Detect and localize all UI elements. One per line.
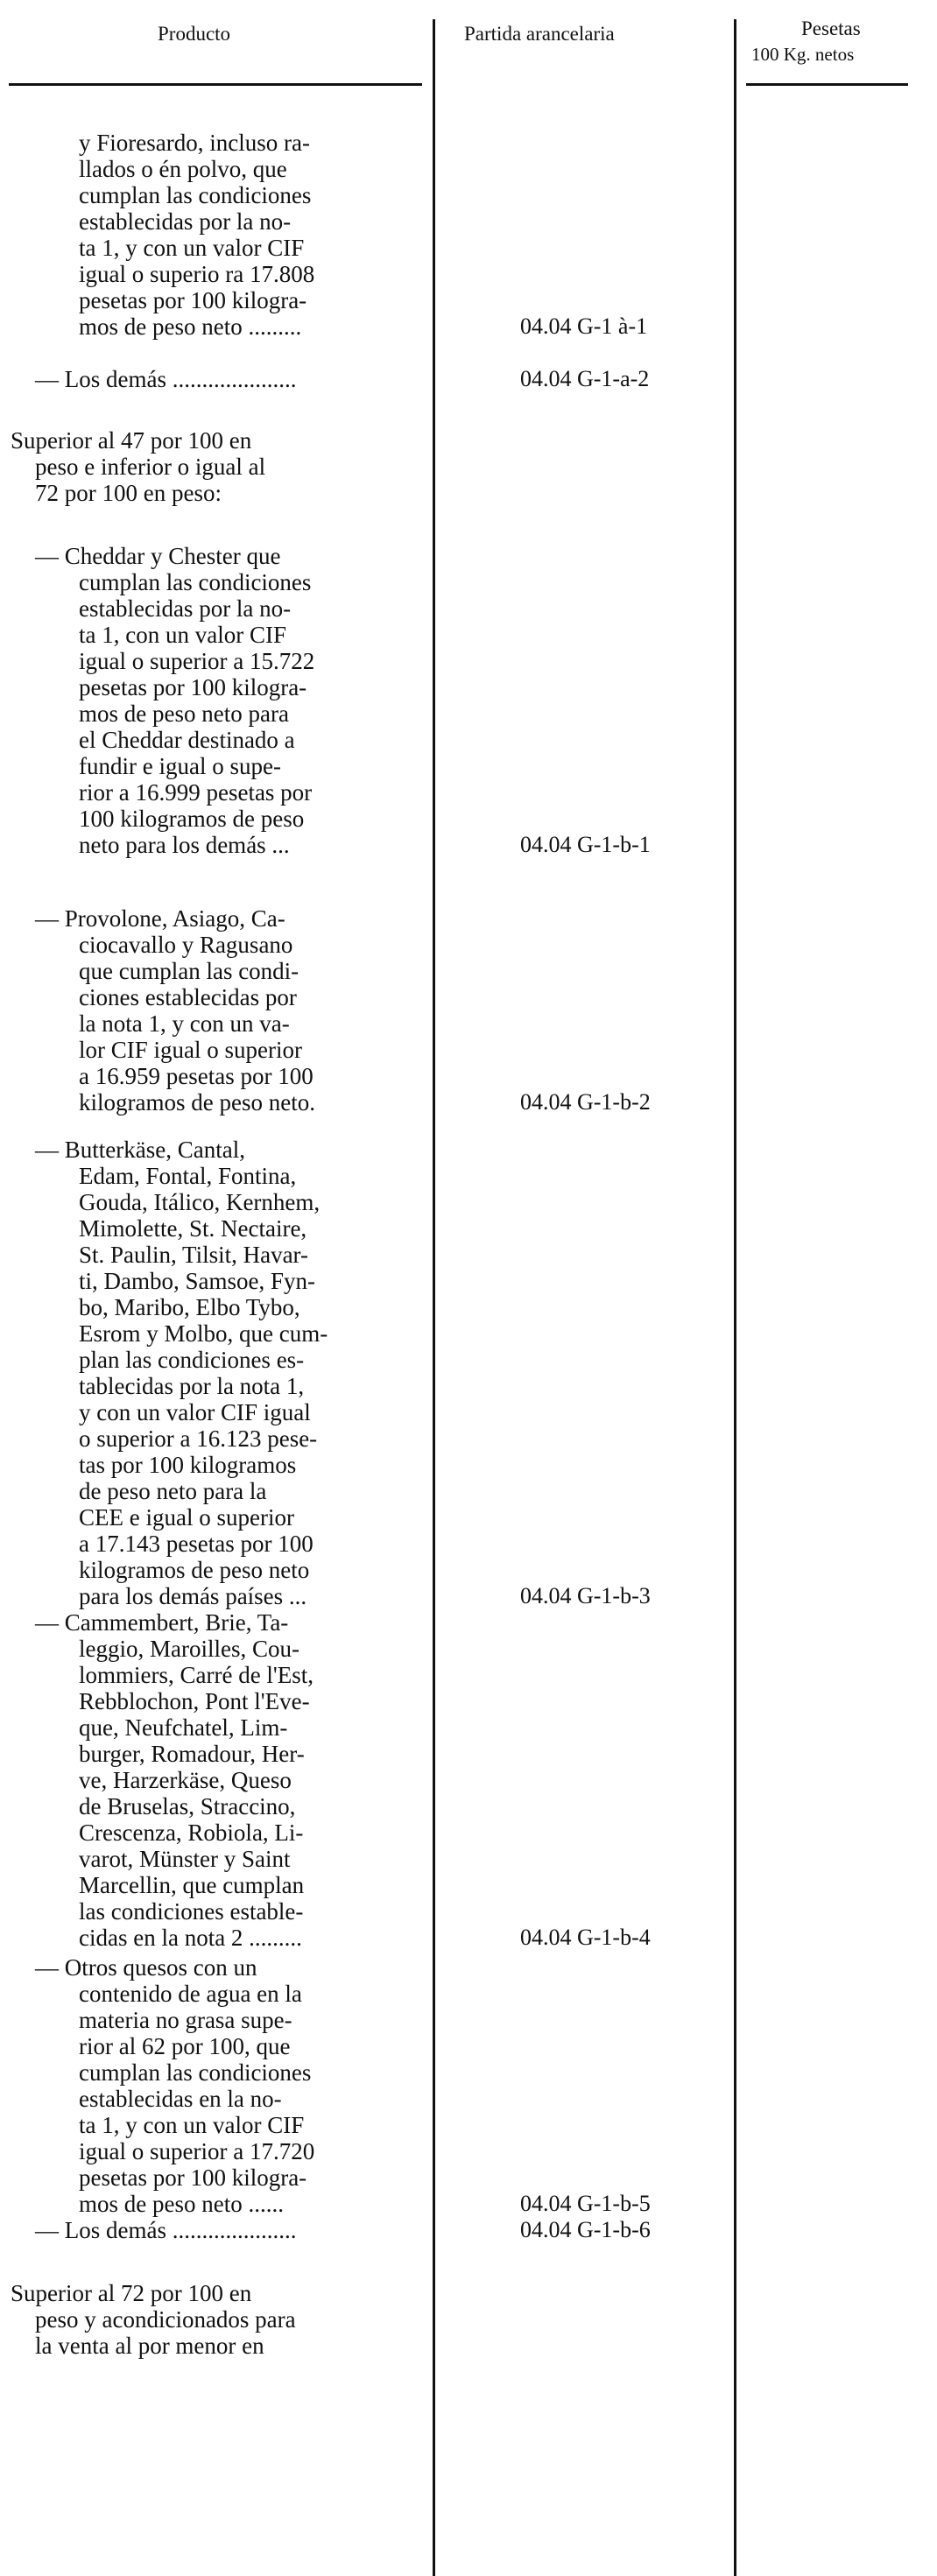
entry-text-line: establecidas por la no- <box>79 208 292 235</box>
entry-text-line: kilogramos de peso neto <box>79 1557 310 1583</box>
entry-text-line: el Cheddar destinado a <box>79 727 295 753</box>
entry-text-line: y con un valor CIF igual <box>79 1399 311 1425</box>
entry-text-line: pesetas por 100 kilogra- <box>79 674 307 700</box>
entry-text-line: mos de peso neto para <box>79 700 289 727</box>
entry-text-line: mos de peso neto ...... <box>79 2191 284 2217</box>
entry-text-line: mos de peso neto ......... <box>79 313 302 340</box>
entry-text-line: cumplan las condiciones <box>79 182 312 208</box>
entry-text-line: Superior al 47 por 100 en <box>11 427 252 454</box>
entry-text-line: rior al 62 por 100, que <box>79 2033 291 2059</box>
entry-text-line: CEE e igual o superior <box>79 1504 294 1531</box>
header-producto: Producto <box>158 23 231 45</box>
entry-text-line: para los demás países ... <box>79 1583 307 1609</box>
header-underline-pesetas <box>746 83 908 86</box>
entry-text-line: — Los demás ..................... <box>35 2217 297 2243</box>
entry-text-line: a 17.143 pesetas por 100 <box>79 1531 314 1557</box>
entry-text-line: peso y acondicionados para <box>35 2306 296 2333</box>
entry-text-line: neto para los demás ... <box>79 832 290 858</box>
entry-text-line: establecidas en la no- <box>79 2086 282 2112</box>
entry-text-line: o superior a 16.123 pese- <box>79 1425 318 1452</box>
entry-text-line: Superior al 72 por 100 en <box>11 2280 252 2306</box>
entry-text-line: cumplan las condiciones <box>79 2059 312 2086</box>
entry-text-line: igual o superior a 15.722 <box>79 648 315 674</box>
entry-text-line: ciocavallo y Ragusano <box>79 932 293 958</box>
entry-text-line: Crescenza, Robiola, Li- <box>79 1819 304 1846</box>
entry-text-line: contenido de agua en la <box>79 1981 302 2007</box>
entry-text-line: tas por 100 kilogramos <box>79 1452 297 1478</box>
entry-text-line: y Fioresardo, incluso ra- <box>79 130 310 156</box>
partida-arancelaria-code: 04.04 G-1-b-1 <box>520 832 651 857</box>
partida-arancelaria-code: 04.04 G-1-a-2 <box>520 366 650 391</box>
entry-text-line: — Butterkäse, Cantal, <box>35 1137 245 1163</box>
entry-text-line: igual o superior a 17.720 <box>79 2138 315 2164</box>
partida-arancelaria-code: 04.04 G-1-b-3 <box>520 1583 651 1608</box>
entry-text-line: Mimolette, St. Nectaire, <box>79 1215 307 1242</box>
entry-text-line: ti, Dambo, Samsoe, Fyn- <box>79 1268 315 1294</box>
entry-text-line: — Los demás ..................... <box>35 366 297 392</box>
header-underline-producto <box>9 83 422 86</box>
entry-text-line: llados o én polvo, que <box>79 156 287 182</box>
entry-text-line: bo, Maribo, Elbo Tybo, <box>79 1294 300 1320</box>
entry-text-line: Esrom y Molbo, que cum- <box>79 1320 328 1347</box>
entry-text-line: igual o superio ra 17.808 <box>79 261 315 287</box>
partida-arancelaria-code: 04.04 G-1-b-4 <box>520 1925 651 1950</box>
entry-text-line: a 16.959 pesetas por 100 <box>79 1063 314 1089</box>
entry-text-line: las condiciones estable- <box>79 1898 304 1925</box>
column-divider-right <box>734 19 736 2576</box>
entry-text-line: St. Paulin, Tilsit, Havar- <box>79 1242 308 1268</box>
entry-text-line: Marcellin, que cumplan <box>79 1872 305 1898</box>
entry-text-line: leggio, Maroilles, Cou- <box>79 1636 299 1662</box>
entry-text-line: lommiers, Carré de l'Est, <box>79 1662 314 1688</box>
partida-arancelaria-code: 04.04 G-1-b-5 <box>520 2191 651 2216</box>
entry-text-line: ve, Harzerkäse, Queso <box>79 1767 292 1793</box>
entry-text-line: varot, Münster y Saint <box>79 1846 291 1872</box>
entry-text-line: ta 1, y con un valor CIF <box>79 235 305 261</box>
entry-text-line: ta 1, y con un valor CIF <box>79 2112 305 2138</box>
entry-text-line: fundir e igual o supe- <box>79 753 281 779</box>
entry-text-line: Rebblochon, Pont l'Eve- <box>79 1688 310 1714</box>
entry-text-line: — Otros quesos con un <box>35 1954 257 1981</box>
partida-arancelaria-code: 04.04 G-1-b-2 <box>520 1089 651 1115</box>
entry-text-line: peso e inferior o igual al <box>35 454 266 480</box>
entry-text-line: Edam, Fontal, Fontina, <box>79 1163 297 1189</box>
entry-text-line: rior a 16.999 pesetas por <box>79 779 313 806</box>
entry-text-line: 100 kilogramos de peso <box>79 806 305 832</box>
entry-text-line: tablecidas por la nota 1, <box>79 1373 305 1399</box>
entry-text-line: — Provolone, Asiago, Ca- <box>35 905 285 932</box>
entry-text-line: que cumplan las condi- <box>79 958 299 984</box>
entry-text-line: Gouda, Itálico, Kernhem, <box>79 1189 321 1215</box>
entry-text-line: que, Neufchatel, Lim- <box>79 1714 288 1741</box>
entry-text-line: 72 por 100 en peso: <box>35 480 222 506</box>
column-divider-left <box>433 19 435 2576</box>
entry-text-line: de Bruselas, Straccino, <box>79 1793 296 1819</box>
partida-arancelaria-code: 04.04 G-1 à-1 <box>520 313 648 339</box>
entry-text-line: la nota 1, y con un va- <box>79 1010 290 1037</box>
entry-text-line: establecidas por la no- <box>79 595 292 622</box>
header-pesetas-line2: 100 Kg. netos <box>751 44 855 65</box>
entry-text-line: kilogramos de peso neto. <box>79 1089 315 1116</box>
entry-text-line: pesetas por 100 kilogra- <box>79 2164 307 2191</box>
entry-text-line: — Cheddar y Chester que <box>35 543 281 569</box>
entry-text-line: materia no grasa supe- <box>79 2007 292 2033</box>
entry-text-line: de peso neto para la <box>79 1478 267 1504</box>
header-partida: Partida arancelaria <box>464 23 615 45</box>
entry-text-line: la venta al por menor en <box>35 2333 264 2359</box>
entry-text-line: — Cammembert, Brie, Ta- <box>35 1609 289 1636</box>
entry-text-line: pesetas por 100 kilogra- <box>79 287 307 313</box>
entry-text-line: ciones establecidas por <box>79 984 297 1010</box>
entry-text-line: burger, Romadour, Her- <box>79 1741 305 1767</box>
entry-text-line: ta 1, con un valor CIF <box>79 622 286 648</box>
header-pesetas-line1: Pesetas <box>801 18 861 39</box>
entry-text-line: cumplan las condiciones <box>79 569 312 595</box>
entry-text-line: cidas en la nota 2 ......... <box>79 1925 302 1951</box>
entry-text-line: plan las condiciones es- <box>79 1347 305 1373</box>
partida-arancelaria-code: 04.04 G-1-b-6 <box>520 2217 651 2242</box>
entry-text-line: lor CIF igual o superior <box>79 1037 302 1063</box>
